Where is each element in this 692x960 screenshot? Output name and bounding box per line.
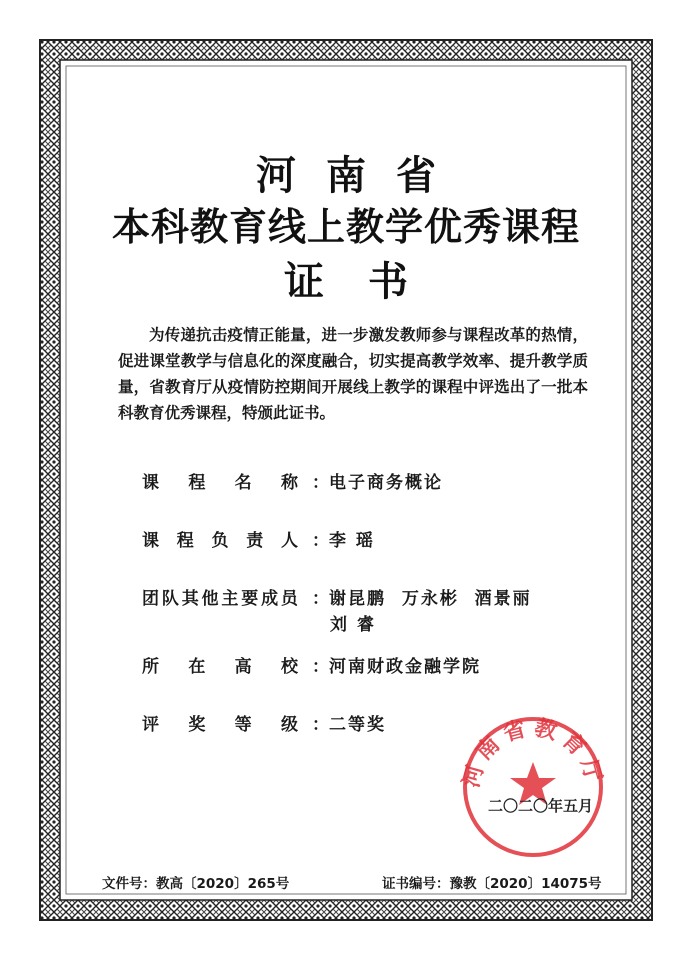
title-province: 河南省 [256,153,466,199]
label-char: 成 [261,589,279,609]
label-char: 级 [280,715,298,735]
label-char: 人 [281,531,298,551]
document-number: 文件号：教高〔2020〕265号 [102,876,290,892]
label-char: 其 [181,589,199,609]
label-char: 所 [142,657,159,677]
label-char: 主 [221,589,239,609]
field-value: 河南财政金融学院 [329,657,481,677]
label-char: 队 [161,589,179,609]
field-team-members: 团 队 其 他 主 要 成 员 ：谢昆鹏 万永彬 酒景丽 [142,584,532,609]
field-course-leader: 课 程 负 责 人 ：李 瑶 [142,526,375,551]
field-label [142,710,298,735]
field-label [142,468,298,493]
label-char: 等 [234,715,252,735]
label-char: 他 [201,589,219,609]
label-char: 程 [188,473,206,493]
label-char: 校 [280,657,298,677]
label-char: 程 [176,531,194,551]
label-char: 名 [234,473,252,493]
field-course-name: 课 程 名 称 ：电子商务概论 [142,468,443,493]
label-char: 在 [188,657,206,677]
label-char: 团 [142,589,159,609]
label-char: 员 [280,589,298,609]
official-seal [458,712,608,862]
label-char: 评 [142,715,159,735]
label-char: 负 [211,531,229,551]
label-char: 奖 [188,715,206,735]
issue-date: 二〇二〇年五月 [488,797,594,815]
field-value: 李 瑶 [329,531,375,551]
intro-paragraph: 为传递抗击疫情正能量，进一步激发教师参与课程改革的热情，促进课堂教学与信息化的深度融合，切实提高教学效率、提升教学质量，省教育厅从疫情防控期间开展线上教学的课程中评选出了一批本科教育优秀课程，特颁此证书。 [118,326,588,422]
title-certificate: 证书 [284,259,452,305]
field-award-level: 评 奖 等 级 ：二等奖 [142,710,386,735]
field-label [142,652,298,677]
field-label [142,584,298,609]
label-char: 课 [142,531,159,551]
field-value: 谢昆鹏 万永彬 酒景丽 [329,589,532,609]
label-char: 高 [234,657,252,677]
label-char: 课 [142,473,159,493]
field-value: 电子商务概论 [329,473,443,493]
field-value: 二等奖 [329,715,386,735]
label-char: 责 [246,531,264,551]
field-university: 所 在 高 校 ：河南财政金融学院 [142,652,481,677]
field-team-members-extra: 刘 睿 [330,615,376,635]
seal-text: 河南省教育厅 [458,714,608,791]
label-char: 称 [280,473,298,493]
title-program: 本科教育线上教学优秀课程 [111,205,580,249]
label-char: 要 [241,589,259,609]
field-label [142,526,298,551]
certificate-number: 证书编号：豫教〔2020〕14075号 [382,876,602,892]
